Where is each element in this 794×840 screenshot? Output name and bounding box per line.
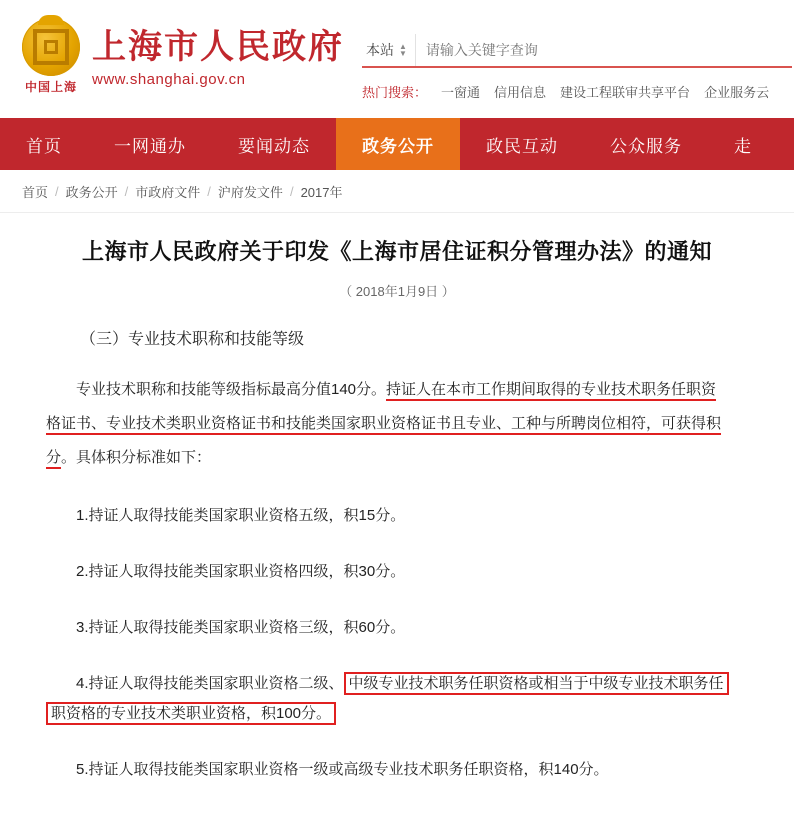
paragraph-text-underlined-3: 分: [46, 449, 61, 469]
site-url: www.shanghai.gov.cn: [92, 70, 246, 88]
nav-item-home[interactable]: 首页: [26, 136, 62, 156]
breadcrumb: [0, 170, 794, 213]
breadcrumb-item-3[interactable]: 沪府发文件: [217, 184, 283, 200]
nav-item-news[interactable]: 要闻动态: [238, 136, 310, 156]
breadcrumb-separator: /: [55, 183, 59, 199]
paragraph-text-underlined-2: 格证书、专业技术类职业资格证书和技能类国家职业资格证书且专业、工种与所聘岗位相符，可获得积: [46, 415, 721, 435]
nav-item-interaction[interactable]: 政民互动: [486, 136, 558, 156]
hot-search-item-2[interactable]: 建设工程联审共享平台: [560, 85, 691, 100]
paragraph-text-underlined-1: 持证人在本市工作期间取得的专业技术职务任职资: [386, 381, 716, 401]
list-item: 2.持证人取得技能类国家职业资格四级，积30分。: [76, 563, 406, 580]
search-input[interactable]: [416, 34, 792, 66]
breadcrumb-item-2[interactable]: 市政府文件: [135, 184, 201, 200]
nav-item-public-services[interactable]: 公众服务: [610, 136, 682, 156]
breadcrumb-separator: /: [124, 183, 129, 199]
nav-item-more[interactable]: 走: [734, 136, 752, 156]
shanghai-emblem-icon: [18, 18, 84, 96]
paragraph-scoring-rule: [46, 373, 748, 475]
nav-item-government-affairs[interactable]: 政务公开: [336, 118, 460, 170]
nav-item-yiwangtongban[interactable]: 一网通办: [114, 136, 186, 156]
list-item: 3.持证人取得技能类国家职业资格三级，积60分。: [76, 619, 406, 636]
hot-search-item-3[interactable]: 企业服务云: [704, 85, 770, 100]
hot-search-item-0[interactable]: 一窗通: [441, 85, 481, 100]
publish-date: （ 2018年1月9日 ）: [339, 284, 455, 299]
article-body: [0, 213, 794, 785]
hot-search-row: [362, 82, 794, 101]
search-scope-selector[interactable]: [362, 34, 416, 66]
search-bar[interactable]: [362, 34, 792, 68]
emblem-label: 中国上海: [24, 80, 77, 94]
site-logo[interactable]: [0, 0, 344, 96]
search-area: [340, 0, 794, 101]
hot-search-label: 热门搜索：: [362, 85, 428, 100]
list-item-text-plain: 4.持证人取得技能类国家职业资格二级、: [76, 675, 344, 692]
breadcrumb-item-1[interactable]: 政务公开: [65, 184, 118, 200]
search-scope-label: 本站: [366, 42, 394, 58]
list-item: 1.持证人取得技能类国家职业资格五级，积15分。: [76, 507, 406, 524]
list-item-text-boxed-2: 职资格的专业技术类职业资格，积100分。: [46, 702, 336, 725]
breadcrumb-separator: /: [289, 183, 294, 199]
list-item-highlighted: [46, 669, 748, 729]
breadcrumb-item-4[interactable]: 2017年: [300, 184, 343, 200]
site-header: [0, 0, 794, 118]
page-title: 上海市人民政府关于印发《上海市居住证积分管理办法》的通知: [81, 239, 712, 264]
breadcrumb-item-0[interactable]: 首页: [22, 184, 49, 200]
chevron-updown-icon: ▲ ▼: [399, 42, 407, 58]
site-title: 上海市人民政府: [92, 28, 344, 66]
list-item-text-boxed-1: 中级专业技术职务任职资格或相当于中级专业技术职务任: [344, 672, 729, 695]
hot-search-item-1[interactable]: 信用信息: [494, 85, 547, 100]
paragraph-text-plain: 专业技术职称和技能等级指标最高分值140分。: [76, 381, 387, 398]
main-nav: [0, 118, 794, 170]
paragraph-text-plain-tail: 。具体积分标准如下：: [61, 449, 212, 466]
list-item: 5.持证人取得技能类国家职业资格一级或高级专业技术职务任职资格，积140分。: [76, 761, 609, 778]
section-heading: （三）专业技术职称和技能等级: [80, 331, 305, 348]
breadcrumb-separator: /: [207, 183, 211, 199]
